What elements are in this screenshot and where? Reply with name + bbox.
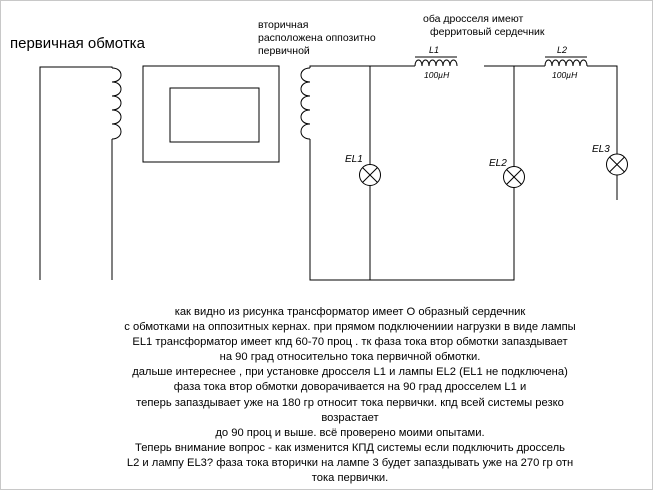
secondary-bottom-wire	[310, 139, 514, 280]
l2-value: 100µH	[552, 70, 578, 80]
secondary-note-line-1: вторичная	[258, 19, 309, 31]
el2-label: EL2	[489, 158, 507, 169]
l2-label: L2	[557, 45, 568, 55]
primary-lead-wire	[40, 67, 112, 280]
chokes-note-line-2: ферритовый сердечник	[430, 26, 545, 38]
transformer-core-inner	[170, 88, 259, 142]
explanation-line: с обмотками на оппозитных кернах. при прямом подключениии нагрузки в виде лампы	[124, 321, 576, 334]
l1-inductor-coil	[415, 60, 457, 66]
el1-lamp-symbol	[360, 165, 381, 186]
l2-inductor-coil	[545, 60, 587, 66]
explanation-text	[60, 305, 640, 486]
explanation-line: как видно из рисунка трансформатор имеет О образный сердечник	[174, 306, 526, 318]
explanation-line: тока первички.	[311, 472, 389, 485]
secondary-note-line-3: первичной	[258, 45, 310, 57]
explanation-line: L2 и лампу EL3? фаза тока вторички на лампе 3 будет запаздывать уже на 270 гр отн	[126, 456, 574, 469]
explanation-line: теперь запаздывает уже на 180 гр относит тока первички. кпд всей системы резко	[136, 396, 564, 409]
explanation-line: фаза тока втор обмотки доворачивается на 90 град дросселем L1 и	[173, 381, 527, 394]
explanation-line: дальше интереснее , при установке дросселя L1 и лампы EL2 (EL1 не подключена)	[132, 366, 568, 379]
explanation-line: EL1 трансформатор имеет кпд 60-70 проц . тк фаза тока втор обмотки запаздывает	[132, 336, 568, 349]
explanation-line: на 90 град относительно тока первичной обмотки.	[219, 351, 481, 364]
l1-label: L1	[429, 45, 440, 55]
explanation-line: до 90 проц и выше. всё проверено моими опытами.	[215, 426, 485, 439]
secondary-coil	[301, 68, 310, 139]
el3-branch-wire	[587, 66, 617, 200]
explanation-line: возрастает	[321, 411, 379, 424]
el2-lamp-symbol	[504, 167, 525, 188]
l1-value: 100µH	[424, 70, 450, 80]
el3-label: EL3	[592, 144, 610, 155]
diagram-title: первичная обмотка	[10, 35, 145, 52]
explanation-line: Теперь внимание вопрос - как изменится КПД системы если подключить дроссель	[134, 441, 566, 454]
secondary-note-line-2: расположена оппозитно	[258, 32, 376, 44]
primary-coil	[112, 68, 121, 139]
el3-lamp-symbol	[607, 154, 628, 175]
chokes-note-line-1: оба дросселя имеют	[423, 13, 524, 25]
el1-label: EL1	[345, 154, 363, 165]
secondary-top-wire	[310, 66, 415, 68]
